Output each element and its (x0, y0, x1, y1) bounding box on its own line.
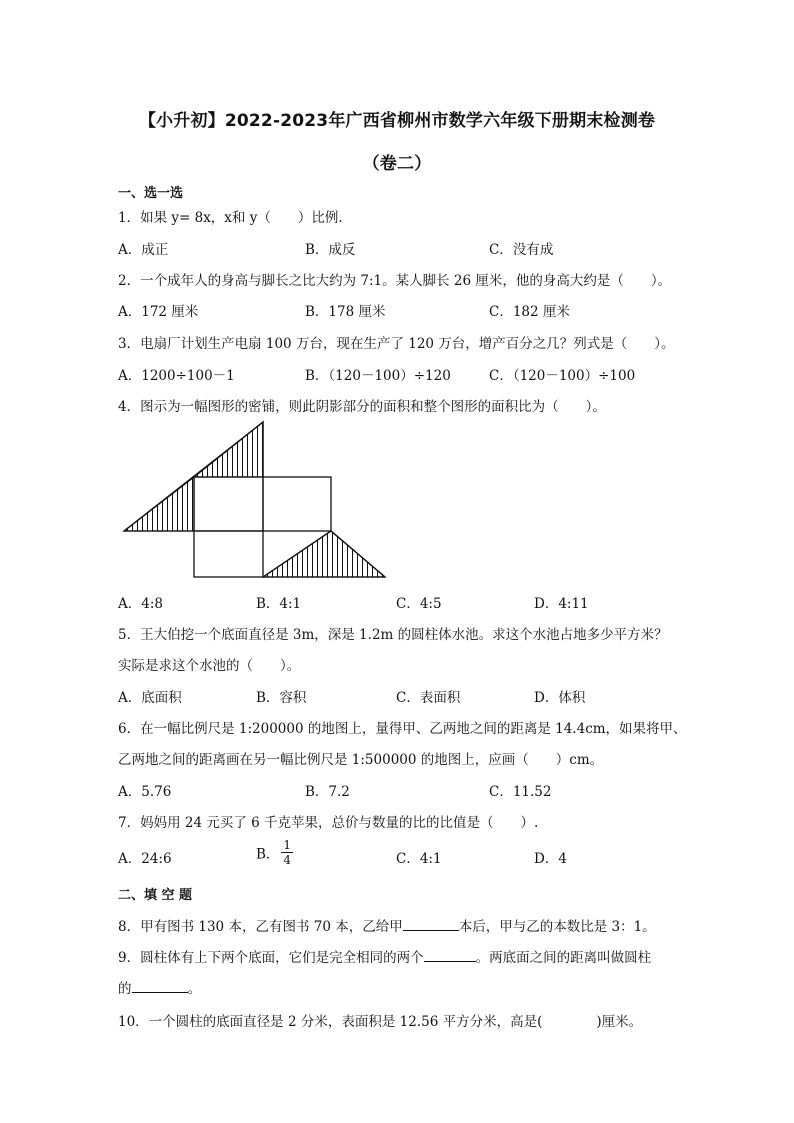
question-4-text: 4．图示为一幅图形的密铺，则此阴影部分的面积和整个图形的面积比为（ ）。 (118, 399, 606, 415)
question-5-text-line2: 实际是求这个水池的（ ）。 (118, 658, 301, 674)
q6-option-c[interactable]: C．11.52 (489, 784, 552, 800)
q2-option-a[interactable]: A．172 厘米 (118, 304, 199, 320)
shaded-triangle-bottom (263, 531, 385, 577)
q6-option-a[interactable]: A．5.76 (118, 784, 172, 800)
question-9-text-before: 9．圆柱体有上下两个底面，它们是完全相同的两个 (118, 950, 424, 966)
q6-option-b[interactable]: B．7.2 (305, 784, 350, 800)
q5-option-b[interactable]: B．容积 (256, 690, 307, 706)
answer-blank[interactable] (424, 949, 476, 962)
q7-option-c[interactable]: C．4:1 (396, 851, 442, 867)
answer-blank[interactable] (403, 918, 459, 931)
page-subtitle: （卷二） (362, 154, 432, 174)
question-8 (118, 915, 656, 935)
answer-blank[interactable] (132, 980, 188, 993)
question-3-text: 3．电扇厂计划生产电扇 100 万台，现在生产了 120 万台，增产百分之几？列式是（ ）。 (118, 336, 675, 352)
question-10-text: 10．一个圆柱的底面直径是 2 分米，表面积是 12.56 平方分米，高是( )厘米。 (118, 1014, 643, 1030)
q1-option-b[interactable]: B．成反 (305, 242, 356, 258)
q7-option-b-prefix: B． (256, 846, 280, 863)
q7-option-b[interactable] (256, 838, 293, 867)
section-heading-choice: 一、选一选 (118, 186, 184, 201)
tessellation-figure (118, 418, 390, 584)
q5-option-d[interactable]: D．体积 (534, 690, 586, 706)
question-2-text: 2．一个成年人的身高与脚长之比大约为 7:1。某人脚长 26 厘米，他的身高大约是（ ）。 (118, 273, 672, 289)
question-9-line1 (118, 946, 651, 966)
q4-option-d[interactable]: D．4:11 (534, 596, 589, 612)
q3-option-c[interactable]: C．（120－100）÷100 (489, 368, 636, 384)
question-6-text-line2: 乙两地之间的距离画在另一幅比例尺是 1:500000 的地图上，应画（ ）cm。 (118, 752, 604, 768)
fraction (281, 838, 293, 867)
q4-option-b[interactable]: B．4:1 (256, 596, 302, 612)
q1-option-a[interactable]: A．成正 (118, 242, 169, 258)
q2-option-b[interactable]: B．178 厘米 (305, 304, 386, 320)
q2-option-c[interactable]: C．182 厘米 (489, 304, 570, 320)
question-1-text: 1．如果 y= 8x，x和 y（ ）比例. (118, 210, 343, 226)
question-9-line2-before: 的 (118, 981, 132, 997)
page-title: 【小升初】2022-2023年广西省柳州市数学六年级下册期末检测卷 (138, 111, 656, 131)
q1-option-c[interactable]: C．没有成 (489, 242, 554, 258)
rect-bottom-left (194, 531, 263, 577)
question-8-text-after: 本后，甲与乙的本数比是 3：1。 (458, 919, 656, 935)
question-9-line2 (118, 977, 201, 997)
question-9-text-after: 。两底面之间的距离叫做圆柱 (475, 950, 652, 966)
question-8-text-before: 8．甲有图书 130 本，乙有图书 70 本，乙给甲 (118, 919, 403, 935)
q7-option-a[interactable]: A．24:6 (118, 851, 172, 867)
q4-option-c[interactable]: C．4:5 (396, 596, 442, 612)
question-5-text-line1: 5．王大伯挖一个底面直径是 3m，深是 1.2m 的圆柱体水池。求这个水池占地多少平方米？ (118, 627, 668, 643)
question-6-text-line1: 6．在一幅比例尺是 1:200000 的地图上，量得甲、乙两地之间的距离是 14.4cm，如果将甲、 (118, 721, 687, 737)
rect-top-right (263, 477, 331, 531)
section-heading-fill: 二、填 空 题 (118, 888, 193, 903)
q7-option-d[interactable]: D．4 (534, 851, 567, 867)
fraction-numerator: 1 (283, 838, 292, 852)
q3-option-b[interactable]: B．（120－100）÷120 (305, 368, 451, 384)
rect-top-left (194, 477, 263, 531)
q5-option-c[interactable]: C．表面积 (396, 690, 461, 706)
q5-option-a[interactable]: A．底面积 (118, 690, 182, 706)
question-9-line2-after: 。 (187, 981, 201, 997)
q4-option-a[interactable]: A．4:8 (118, 596, 163, 612)
question-7-text: 7．妈妈用 24 元买了 6 千克苹果，总价与数量的比的比值是（ ）. (118, 815, 539, 831)
q3-option-a[interactable]: A．1200÷100－1 (118, 368, 235, 384)
fraction-denominator: 4 (283, 853, 292, 867)
